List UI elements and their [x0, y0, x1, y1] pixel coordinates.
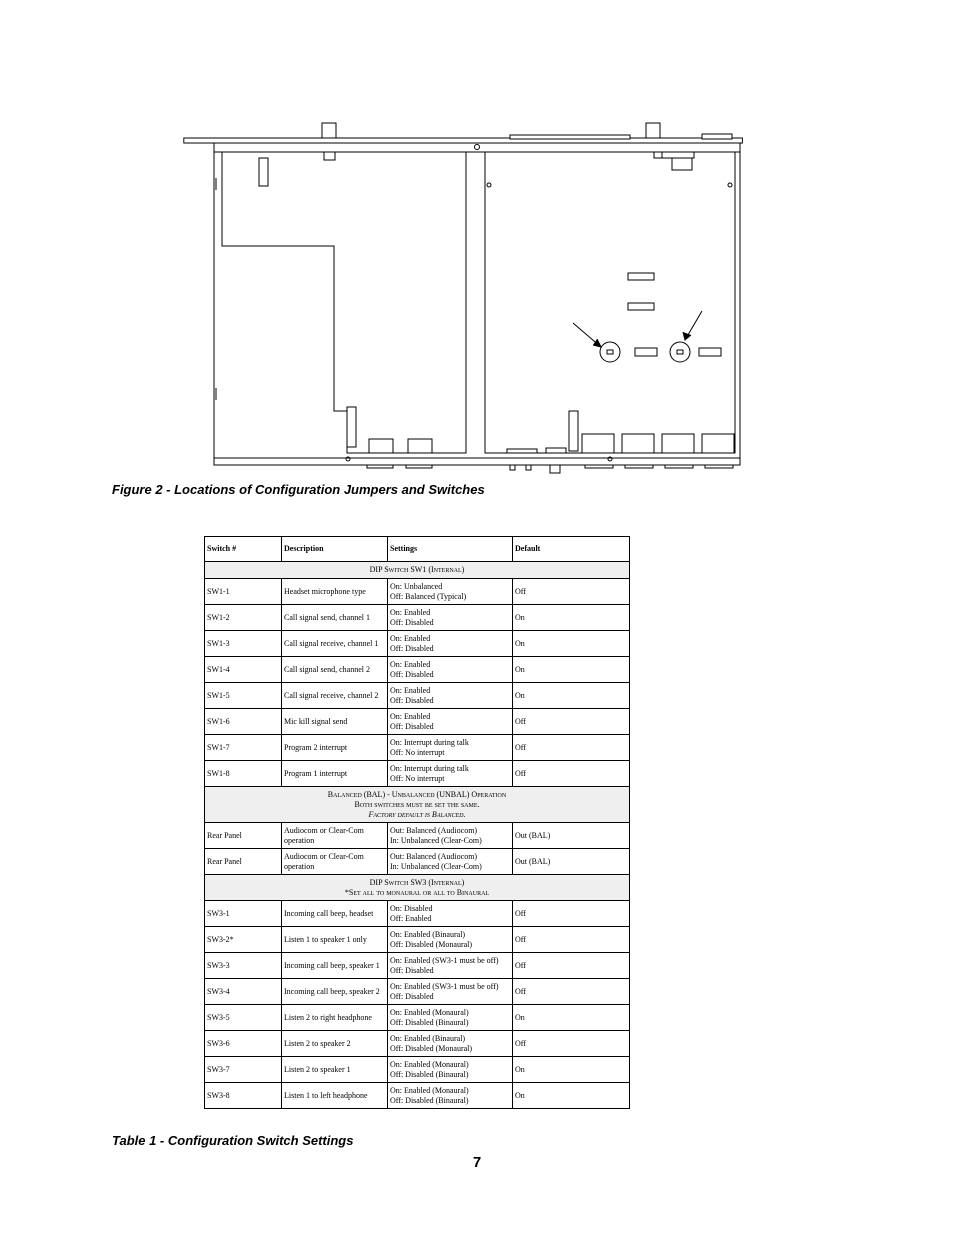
switch-cell: SW1-4: [205, 657, 282, 683]
default-cell: Off: [513, 709, 630, 735]
setting-line: On: Interrupt during talk: [390, 737, 469, 747]
table-body: [205, 562, 630, 1109]
default-cell: On: [513, 657, 630, 683]
description-cell: Incoming call beep, headset: [282, 901, 388, 927]
setting-line: On: Enabled: [390, 685, 431, 695]
setting-line: Off: Disabled: [390, 695, 434, 705]
settings-cell: [388, 683, 513, 709]
description-cell: Program 1 interrupt: [282, 761, 388, 787]
setting-line: In: Unbalanced (Clear-Com): [390, 861, 482, 871]
default-cell: Off: [513, 901, 630, 927]
default-cell: On: [513, 605, 630, 631]
switch-cell: SW3-1: [205, 901, 282, 927]
switch-cell: SW1-6: [205, 709, 282, 735]
description-cell: Program 2 interrupt: [282, 735, 388, 761]
section-title-line: DIP Switch SW3 (Internal): [369, 877, 465, 887]
configuration-switch-table: [204, 536, 630, 1109]
setting-line: On: Enabled (SW3-1 must be off): [390, 981, 499, 991]
section-title-line: Both switches must be set the same.: [354, 799, 480, 809]
table-header-row: [205, 537, 630, 562]
table-row: [205, 657, 630, 683]
switch-cell: SW1-7: [205, 735, 282, 761]
table-row: [205, 979, 630, 1005]
switch-cell: SW1-1: [205, 579, 282, 605]
setting-line: Off: Disabled: [390, 669, 434, 679]
description-cell: Listen 2 to speaker 2: [282, 1031, 388, 1057]
settings-cell: [388, 927, 513, 953]
setting-line: On: Enabled: [390, 659, 431, 669]
setting-line: On: Enabled: [390, 633, 431, 643]
settings-cell: [388, 849, 513, 875]
setting-line: Off: No interrupt: [390, 747, 445, 757]
setting-line: On: Unbalanced: [390, 581, 443, 591]
setting-line: Off: Disabled (Binaural): [390, 1069, 469, 1079]
section-header-row: [205, 875, 630, 901]
setting-line: Off: Disabled: [390, 721, 434, 731]
switch-cell: SW3-5: [205, 1005, 282, 1031]
setting-line: On: Enabled (Binaural): [390, 1033, 466, 1043]
description-cell: Incoming call beep, speaker 1: [282, 953, 388, 979]
description-cell: Incoming call beep, speaker 2: [282, 979, 388, 1005]
settings-cell: [388, 709, 513, 735]
settings-cell: [388, 605, 513, 631]
description-cell: Listen 1 to left headphone: [282, 1083, 388, 1109]
table-row: [205, 849, 630, 875]
description-cell: Audiocom or Clear-Com operation: [282, 823, 388, 849]
table-row: [205, 735, 630, 761]
section-header-row: [205, 562, 630, 579]
default-cell: On: [513, 683, 630, 709]
description-cell: Audiocom or Clear-Com operation: [282, 849, 388, 875]
setting-line: Off: Disabled (Monaural): [390, 1043, 473, 1053]
table-row: [205, 761, 630, 787]
settings-cell: [388, 657, 513, 683]
settings-cell: [388, 953, 513, 979]
setting-line: Off: Disabled: [390, 617, 434, 627]
setting-line: Off: Balanced (Typical): [390, 591, 467, 601]
setting-line: Off: Enabled: [390, 913, 432, 923]
settings-cell: [388, 823, 513, 849]
table-caption: Table 1 - Configuration Switch Settings: [112, 1133, 354, 1148]
column-header-description: Description: [282, 537, 388, 562]
section-title-line: *Set all to monaural or all to Binaural: [344, 887, 490, 897]
setting-line: Off: Disabled: [390, 643, 434, 653]
description-cell: Call signal receive, channel 1: [282, 631, 388, 657]
switch-cell: SW1-3: [205, 631, 282, 657]
setting-line: On: Enabled (Monaural): [390, 1085, 469, 1095]
default-cell: Out (BAL): [513, 823, 630, 849]
setting-line: Off: Disabled (Binaural): [390, 1017, 469, 1027]
switch-cell: SW3-4: [205, 979, 282, 1005]
setting-line: On: Enabled (Binaural): [390, 929, 466, 939]
section-title-line: DIP Switch SW1 (Internal): [369, 565, 465, 574]
table-row: [205, 605, 630, 631]
default-cell: Off: [513, 927, 630, 953]
setting-line: Off: Disabled (Monaural): [390, 939, 473, 949]
description-cell: Call signal receive, channel 2: [282, 683, 388, 709]
switch-cell: Rear Panel: [205, 849, 282, 875]
table-row: [205, 823, 630, 849]
setting-line: On: Enabled: [390, 711, 431, 721]
settings-cell: [388, 735, 513, 761]
settings-cell: [388, 1005, 513, 1031]
column-header-settings: Settings: [388, 537, 513, 562]
settings-cell: [388, 631, 513, 657]
table-row: [205, 901, 630, 927]
settings-cell: [388, 1083, 513, 1109]
setting-line: On: Disabled: [390, 903, 433, 913]
figure-caption: Figure 2 - Locations of Configuration Jumpers and Switches: [112, 482, 485, 497]
section-title-line: Balanced (BAL) - Unbalanced (UNBAL) Operation: [327, 789, 507, 799]
switch-cell: SW1-5: [205, 683, 282, 709]
default-cell: Off: [513, 735, 630, 761]
section-title-line: Factory default is Balanced.: [368, 809, 466, 819]
column-header-default: Default: [513, 537, 630, 562]
setting-line: Off: No interrupt: [390, 773, 445, 783]
description-cell: Listen 1 to speaker 1 only: [282, 927, 388, 953]
unit-top-view-diagram: [180, 118, 746, 476]
description-cell: Listen 2 to speaker 1: [282, 1057, 388, 1083]
description-cell: Call signal send, channel 1: [282, 605, 388, 631]
default-cell: On: [513, 631, 630, 657]
table-row: [205, 1005, 630, 1031]
section-title: [205, 875, 630, 901]
table-row: [205, 1083, 630, 1109]
description-cell: Call signal send, channel 2: [282, 657, 388, 683]
setting-line: In: Unbalanced (Clear-Com): [390, 835, 482, 845]
settings-cell: [388, 761, 513, 787]
default-cell: Off: [513, 953, 630, 979]
switch-cell: SW3-8: [205, 1083, 282, 1109]
switch-cell: SW1-2: [205, 605, 282, 631]
setting-line: On: Enabled (Monaural): [390, 1059, 469, 1069]
settings-cell: [388, 1031, 513, 1057]
switch-cell: SW3-3: [205, 953, 282, 979]
switch-cell: SW1-8: [205, 761, 282, 787]
table-row: [205, 1057, 630, 1083]
default-cell: Off: [513, 579, 630, 605]
switch-cell: Rear Panel: [205, 823, 282, 849]
table-row: [205, 579, 630, 605]
settings-cell: [388, 1057, 513, 1083]
section-title: [205, 562, 630, 579]
column-header-switch: Switch #: [205, 537, 282, 562]
settings-cell: [388, 901, 513, 927]
setting-line: On: Enabled: [390, 607, 431, 617]
default-cell: On: [513, 1057, 630, 1083]
table-row: [205, 927, 630, 953]
table-row: [205, 631, 630, 657]
setting-line: Off: Disabled: [390, 965, 434, 975]
default-cell: Off: [513, 1031, 630, 1057]
page-number: 7: [472, 1154, 482, 1171]
switch-cell: SW3-2*: [205, 927, 282, 953]
settings-cell: [388, 979, 513, 1005]
setting-line: Off: Disabled (Binaural): [390, 1095, 469, 1105]
default-cell: Out (BAL): [513, 849, 630, 875]
section-header-row: [205, 787, 630, 823]
default-cell: On: [513, 1005, 630, 1031]
default-cell: On: [513, 1083, 630, 1109]
setting-line: On: Enabled (SW3-1 must be off): [390, 955, 499, 965]
settings-cell: [388, 579, 513, 605]
setting-line: On: Interrupt during talk: [390, 763, 469, 773]
table-row: [205, 1031, 630, 1057]
default-cell: Off: [513, 761, 630, 787]
table-row: [205, 709, 630, 735]
setting-line: On: Enabled (Monaural): [390, 1007, 469, 1017]
description-cell: Headset microphone type: [282, 579, 388, 605]
switch-cell: SW3-6: [205, 1031, 282, 1057]
setting-line: Out: Balanced (Audiocom): [390, 825, 478, 835]
setting-line: Out: Balanced (Audiocom): [390, 851, 478, 861]
default-cell: Off: [513, 979, 630, 1005]
setting-line: Off: Disabled: [390, 991, 434, 1001]
table-row: [205, 953, 630, 979]
section-title: [205, 787, 630, 823]
description-cell: Listen 2 to right headphone: [282, 1005, 388, 1031]
table-row: [205, 683, 630, 709]
switch-cell: SW3-7: [205, 1057, 282, 1083]
description-cell: Mic kill signal send: [282, 709, 388, 735]
